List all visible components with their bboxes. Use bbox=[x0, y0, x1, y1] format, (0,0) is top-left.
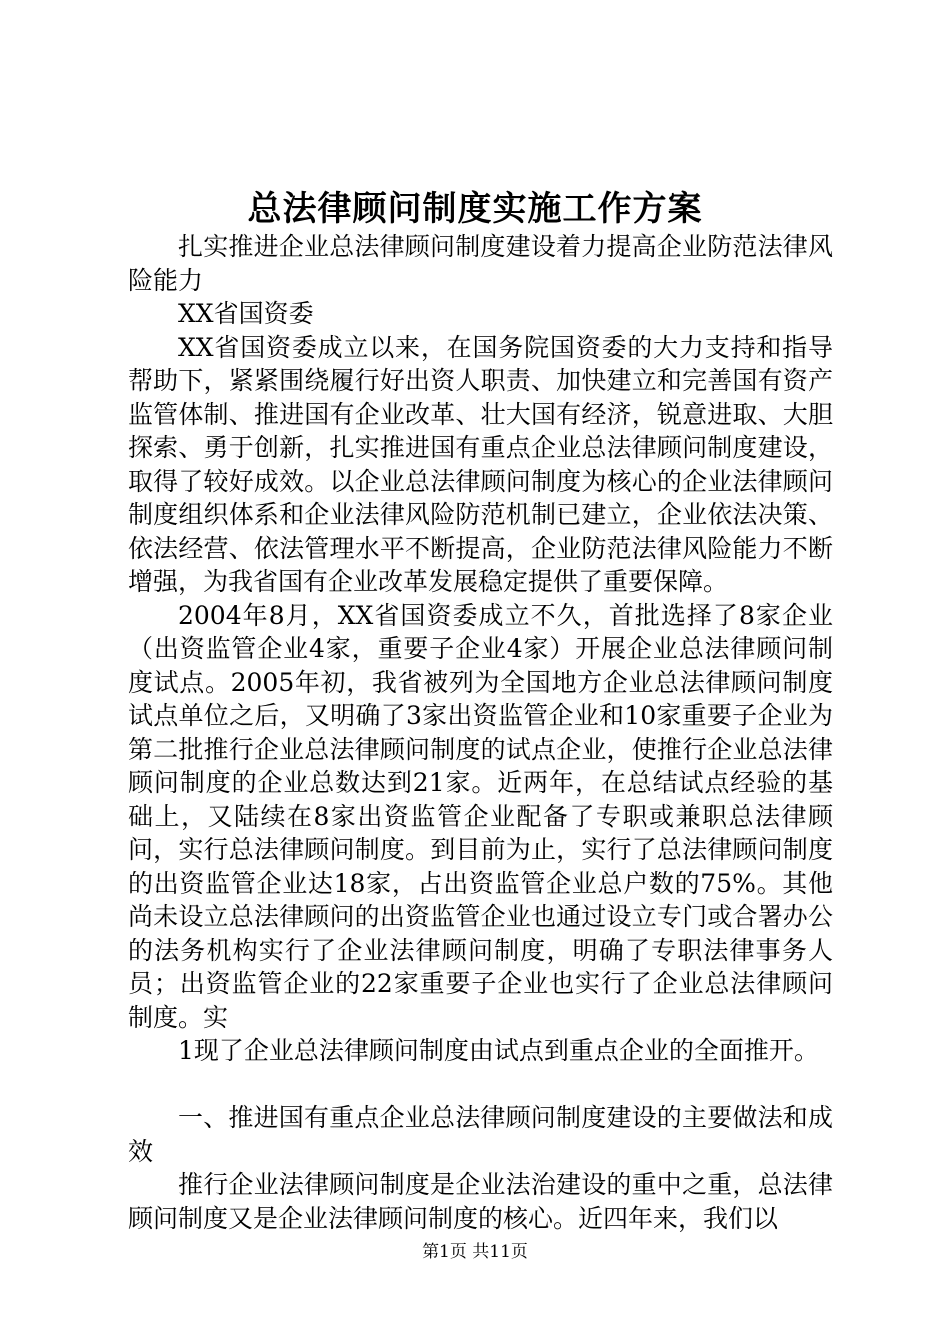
author-line: XX省国资委 bbox=[178, 299, 314, 328]
body-paragraph: XX省国资委成立以来，在国务院国资委的大力支持和指导帮助下，紧紧围绕履行好出资人职责、加快建立和完善国有资产监管体制、推进国有企业改革、壮大国有经济，锐意进取、大胆探索、勇于创新，扎实推进国有重点企业总法律顾问制度建设，取得了较好成效。以企业总法律顾问制度为核心的企业法律顾问制度组织体系和企业法律风险防范机制已建立，企业依法决策、依法经营、依法管理水平不断提高，企业防范法律风险能力不断增强，为我省国有企业改革发展稳定提供了重要保障。 bbox=[128, 332, 833, 596]
document-body bbox=[128, 230, 833, 1235]
body-paragraph: 推行企业法律顾问制度是企业法治建设的重中之重，总法律顾问制度又是企业法律顾问制度的核心。近四年来，我们以 bbox=[128, 1170, 833, 1233]
body-paragraph: 2004年8月，XX省国资委成立不久，首批选择了8家企业（出资监管企业4家，重要子企业4家）开展企业总法律顾问制度试点。2005年初，我省被列为全国地方企业总法律顾问制度试点单位之后，又明确了3家出资监管企业和10家重要子企业为第二批推行企业总法律顾问制度的试点企业，使推行企业总法律顾问制度的企业总数达到21家。近两年，在总结试点经验的基础上，又陆续在8家出资监管企业配备了专职或兼职总法律顾问，实行总法律顾问制度。到目前为止，实行了总法律顾问制度的出资监管企业达18家，占出资监管企业总户数的75%。其他尚未设立总法律顾问的出资监管企业也通过设立专门或合署办公的法务机构实行了企业法律顾问制度，明确了专职法律事务人员；出资监管企业的22家重要子企业也实行了企业总法律顾问制度。实 bbox=[128, 600, 833, 1032]
section-heading: 一、推进国有重点企业总法律顾问制度建设的主要做法和成效 bbox=[128, 1103, 833, 1166]
document-title: 总法律顾问制度实施工作方案 bbox=[247, 189, 703, 229]
page-number-footer: 第1页 共11页 bbox=[422, 1242, 528, 1262]
subtitle-paragraph: 扎实推进企业总法律顾问制度建设着力提高企业防范法律风险能力 bbox=[128, 232, 833, 295]
body-paragraph: 1现了企业总法律顾问制度由试点到重点企业的全面推开。 bbox=[178, 1036, 819, 1065]
